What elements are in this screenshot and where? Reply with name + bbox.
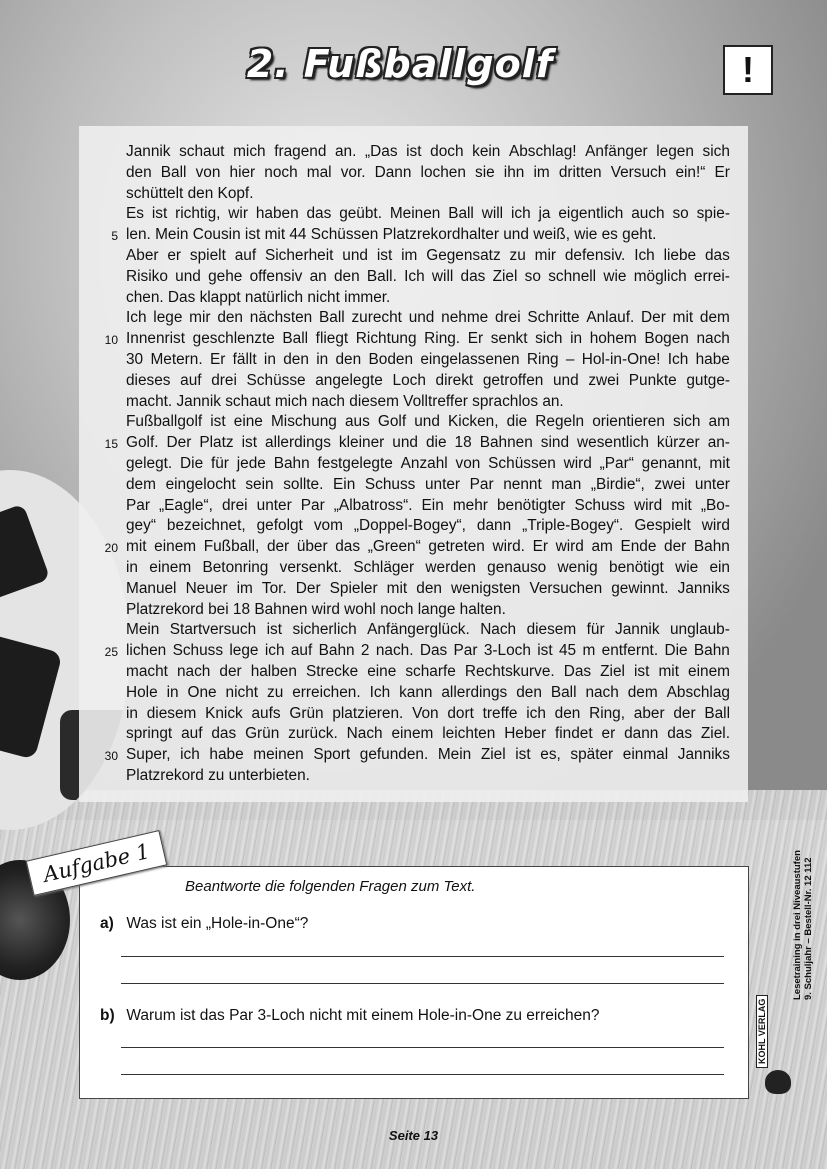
story-line: macht. Jannik schaut mich nach diesem Volltreffer sprachlos an. xyxy=(126,392,564,410)
story-line: in einem Betonring versenkt. Schläger werden genauso wenig benötigt wie ein xyxy=(126,558,730,576)
story-line: lichen Schuss lege ich auf Bahn 2 nach. Das Par 3-Loch ist 45 m entfernt. Die Bahn xyxy=(126,642,730,660)
story-line: Platzrekord bei 18 Bahnen wird wohl noch lange halten. xyxy=(126,600,506,618)
story-text xyxy=(126,142,730,787)
task-intro: Beantworte die folgenden Fragen zum Text. xyxy=(185,878,476,895)
story-line: Jannik schaut mich fragend an. „Das ist doch kein Abschlag! Anfänger legen sich xyxy=(126,143,730,160)
story-line: Risiko und gehe offensiv an den Ball. Ich will das Ziel so schnell wie möglich errei- xyxy=(126,267,730,285)
story-line: den Ball von hier noch mal vor. Dann lochen sie ihn im dritten Versuch ein!“ Er xyxy=(126,163,730,181)
question-text: Was ist ein „Hole-in-One“? xyxy=(126,915,309,932)
story-line: Innenrist geschlenzte Ball fliegt Richtung Ring. Er senkt sich in hohem Bogen nach xyxy=(126,330,730,348)
page-title: 2. Fußballgolf xyxy=(246,42,554,86)
story-line: schüttelt den Kopf. xyxy=(126,184,254,202)
question-text: Warum ist das Par 3-Loch nicht mit einem Hole-in-One zu erreichen? xyxy=(126,1007,600,1024)
series-order: 9. Schuljahr – Bestell-Nr. 12 112 xyxy=(803,857,814,1000)
story-line: Hole in One nicht zu erreichen. Ich kann allerdings den Ball nach dem Abschlag xyxy=(126,683,730,701)
answer-line[interactable] xyxy=(121,1047,724,1048)
story-line: Es ist richtig, wir haben das geübt. Meinen Ball will ich ja eigentlich auch so spie- xyxy=(126,205,730,223)
line-number: 5 xyxy=(111,229,118,244)
story-line: len. Mein Cousin ist mit 44 Schüssen Platzrekordhalter und weiß, wie es geht. xyxy=(126,226,657,244)
story-line: Fußballgolf ist eine Mischung aus Golf und Kicken, die Regeln orientieren sich am xyxy=(126,413,730,431)
story-line: mit einem Fußball, der über das „Green“ getreten wird. Er wird am Ende der Bahn xyxy=(126,538,730,556)
task-tag: Aufgabe 1 xyxy=(26,830,168,896)
story-line: Aber er spielt auf Sicherheit und ist im Gegensatz zu mir defensiv. Ich liebe das xyxy=(126,246,730,264)
story-line: macht nach der halben Strecke eine scharfe Rechtskurve. Das Ziel ist mit einem xyxy=(126,662,730,680)
story-line: Golf. Der Platz ist allerdings kleiner und die 18 Bahnen sind wesentlich kürzer an- xyxy=(126,434,730,452)
series-info xyxy=(792,830,814,1000)
story-line: gey“ bezeichnet, gefolgt vom „Doppel-Bogey“, dann „Triple-Bogey“. Gespielt wird xyxy=(126,517,730,535)
question-label: b) xyxy=(100,1007,115,1024)
story-line: dem eingelocht sein sollte. Ein Schuss unter Par nennt man „Birdie“, zwei unter xyxy=(126,475,730,493)
publisher-logo-icon xyxy=(765,1070,791,1094)
question-b xyxy=(100,1007,600,1025)
story-line: 30 Metern. Er fällt in den in den Boden eingelassenen Ring – Hol-in-One! Ich habe xyxy=(126,350,730,368)
answer-line[interactable] xyxy=(121,983,724,984)
story-line: Manuel Neuer im Tor. Der Spieler mit den wenigsten Versuchen gewinnt. Janniks xyxy=(126,579,730,597)
line-number: 20 xyxy=(104,541,118,556)
story-line: chen. Das klappt natürlich nicht immer. xyxy=(126,288,391,306)
story-line: Platzrekord zu unterbieten. xyxy=(126,766,310,784)
story-line: gelegt. Die für jede Bahn festgelegte Anzahl von Schüssen wird „Par“ genannt, mit xyxy=(126,454,730,472)
story-line: dieses auf drei Schüsse angelegte Loch direkt getroffen und zwei Punkte gutge- xyxy=(126,371,730,389)
page-number: Seite 13 xyxy=(388,1128,439,1143)
story-line: Ich lege mir den nächsten Ball zurecht und nehme drei Schritte Anlauf. Der mit dem xyxy=(126,309,730,327)
line-number: 25 xyxy=(104,645,118,660)
line-number: 15 xyxy=(104,437,118,452)
exclamation-badge: ! xyxy=(723,45,773,95)
question-label: a) xyxy=(100,915,114,932)
story-line: Super, ich habe meinen Sport gefunden. Mein Ziel ist es, später einmal Janniks xyxy=(126,746,730,764)
answer-line[interactable] xyxy=(121,956,724,957)
story-line: Par „Eagle“, drei unter Par „Albatross“. Ein mehr benötigter Schuss wird mit „Bo- xyxy=(126,496,730,514)
answer-line[interactable] xyxy=(121,1074,724,1075)
line-number: 10 xyxy=(104,333,118,348)
story-line: in diesem Knick aufs Grün platzieren. Von dort treffe ich den Ring, aber der Ball xyxy=(126,704,730,722)
story-line: springt auf das Grün zurück. Nach einem leichten Heber findet er dann das Ziel. xyxy=(126,725,730,743)
story-line: Mein Startversuch ist sicherlich Anfängerglück. Nach diesem für Jannik unglaub- xyxy=(126,621,730,639)
publisher-label: KOHL VERLAG xyxy=(756,995,768,1068)
question-a xyxy=(100,915,308,933)
line-number: 30 xyxy=(104,749,118,764)
series-title: Lesetraining in drei Niveaustufen xyxy=(792,850,803,1000)
